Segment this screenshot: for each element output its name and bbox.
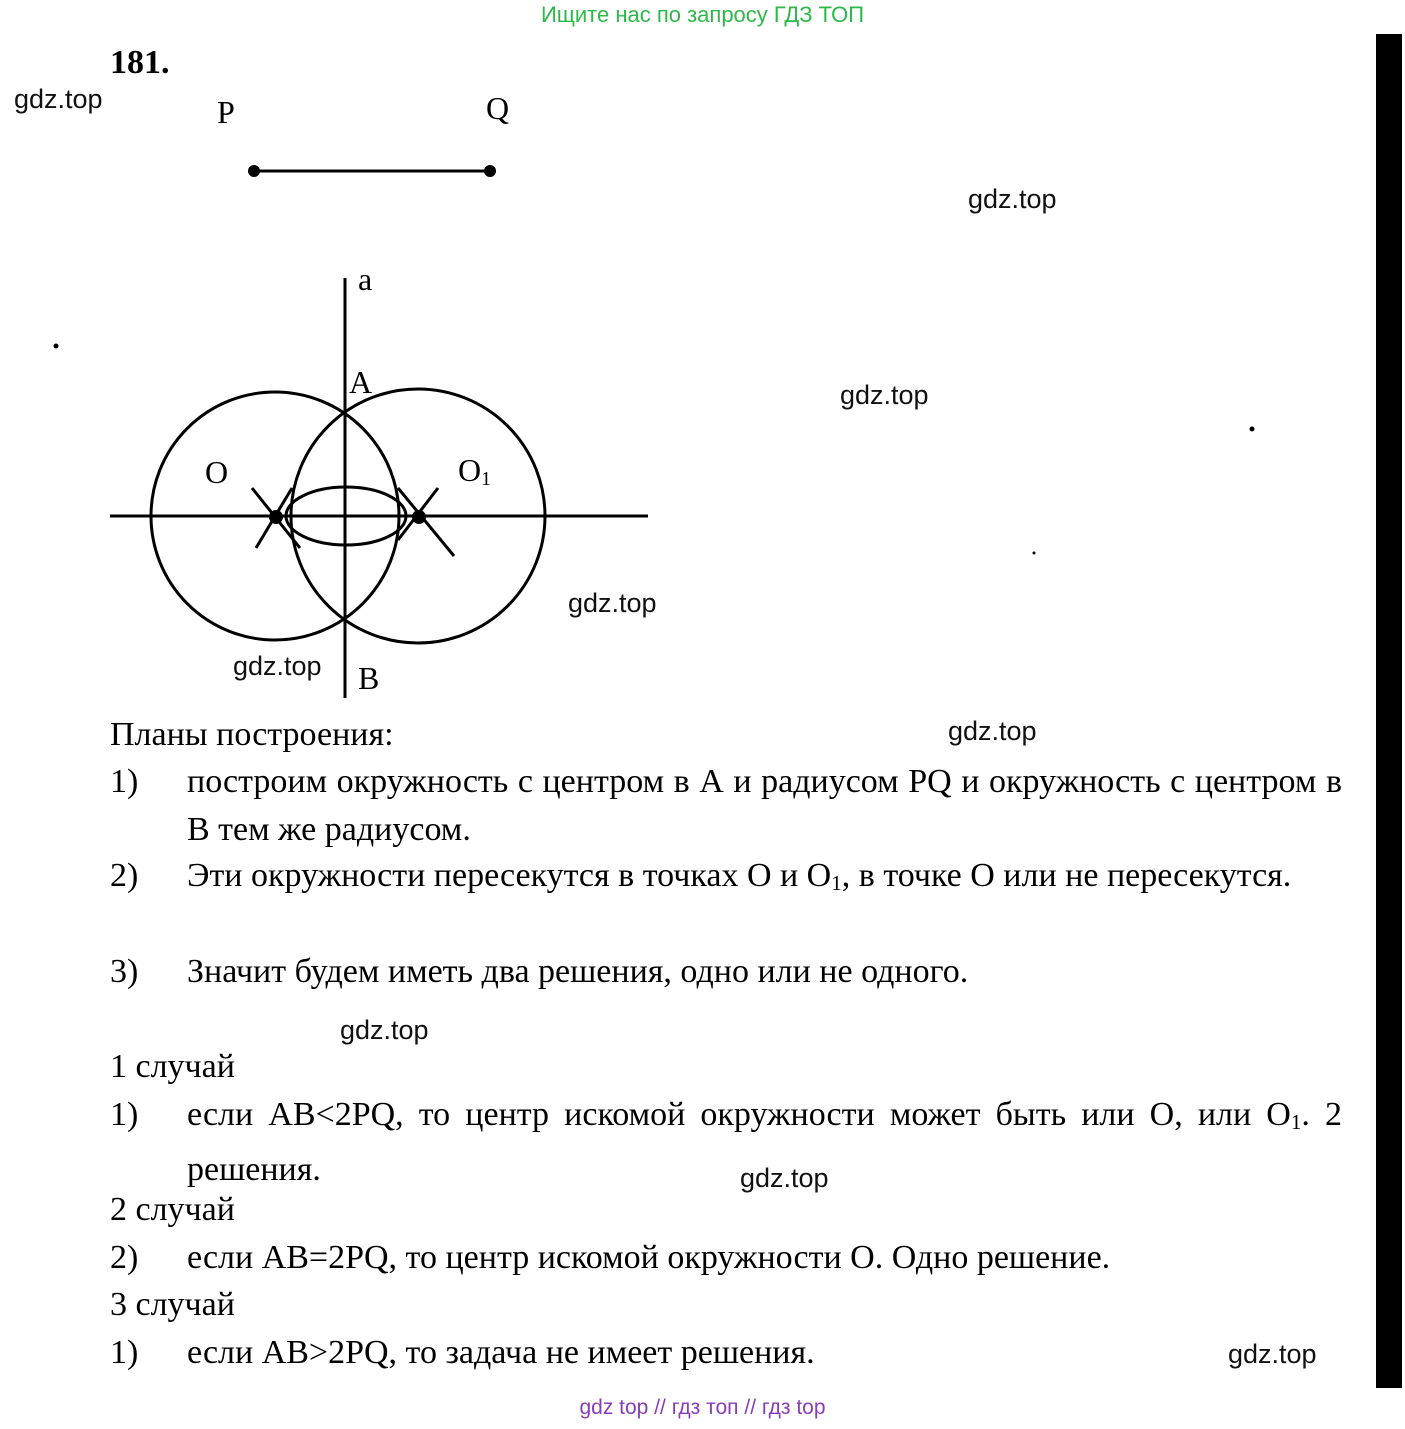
item-number: 2) xyxy=(110,1239,139,1276)
case-title: 3 случай xyxy=(110,1286,235,1323)
label-line-a: a xyxy=(358,261,373,297)
watermark: gdz.top xyxy=(568,588,657,618)
footer-links[interactable]: gdz top // гдз топ // гдз top xyxy=(579,1396,826,1419)
label-point-b: B xyxy=(358,660,380,696)
plan-item xyxy=(110,948,1342,996)
item-text: Эти окружности пересекутся в точках О и $О_1$, в точке О или не пересекутся. xyxy=(187,857,1292,895)
plan-title: Планы построения: xyxy=(110,716,394,753)
case-title: 1 случай xyxy=(110,1048,235,1085)
watermark: gdz.top xyxy=(14,84,103,114)
watermark: gdz.top xyxy=(840,380,929,410)
item-number: 3) xyxy=(110,953,139,990)
watermark: gdz.top xyxy=(233,651,322,681)
item-text: если AB>2PQ, то задача не имеет решения. xyxy=(187,1334,815,1371)
item-number: 1) xyxy=(110,1096,139,1133)
speck xyxy=(54,344,59,349)
case-item xyxy=(110,1329,1342,1377)
point-o xyxy=(269,510,283,524)
item-number: 1) xyxy=(110,763,139,800)
label-point-o: O xyxy=(205,454,229,490)
item-number: 1) xyxy=(110,1334,139,1371)
problem-number: 181. xyxy=(110,44,170,81)
watermark: gdz.top xyxy=(740,1163,829,1193)
speck xyxy=(1250,427,1255,432)
case-item xyxy=(110,1234,1342,1282)
point-p xyxy=(248,165,260,177)
item-text: Значит будем иметь два решения, одно или не одного. xyxy=(187,953,969,990)
item-number: 2) xyxy=(110,857,139,894)
label-point-a: A xyxy=(349,364,373,400)
plan-item xyxy=(110,758,1342,854)
item-text: если AB=2PQ, то центр искомой окружности О. Одно решение. xyxy=(187,1239,1111,1276)
point-q xyxy=(484,165,496,177)
scan-edge xyxy=(1376,34,1402,1388)
item-text: если AB<2PQ, то центр искомой окружности может быть или О, или $О_1$. 2 решения. xyxy=(187,1096,1343,1188)
top-banner[interactable]: Ищите нас по запросу ГДЗ ТОП xyxy=(540,2,865,27)
plan-item xyxy=(110,852,1342,907)
label-p: P xyxy=(217,94,235,130)
point-o1 xyxy=(412,510,426,524)
label-q: Q xyxy=(486,90,510,126)
watermark: gdz.top xyxy=(948,716,1037,746)
watermark: gdz.top xyxy=(1228,1339,1317,1369)
watermark: gdz.top xyxy=(968,184,1057,214)
watermark: gdz.top xyxy=(340,1015,429,1045)
case-item xyxy=(110,1091,1342,1194)
speck xyxy=(1033,552,1036,555)
case-title: 2 случай xyxy=(110,1191,235,1228)
item-text: построим окружность с центром в А и радиусом PQ и окружность с центром в В тем же радиусом. xyxy=(187,763,1342,848)
label-point-o1: $O_1$ xyxy=(458,452,492,490)
